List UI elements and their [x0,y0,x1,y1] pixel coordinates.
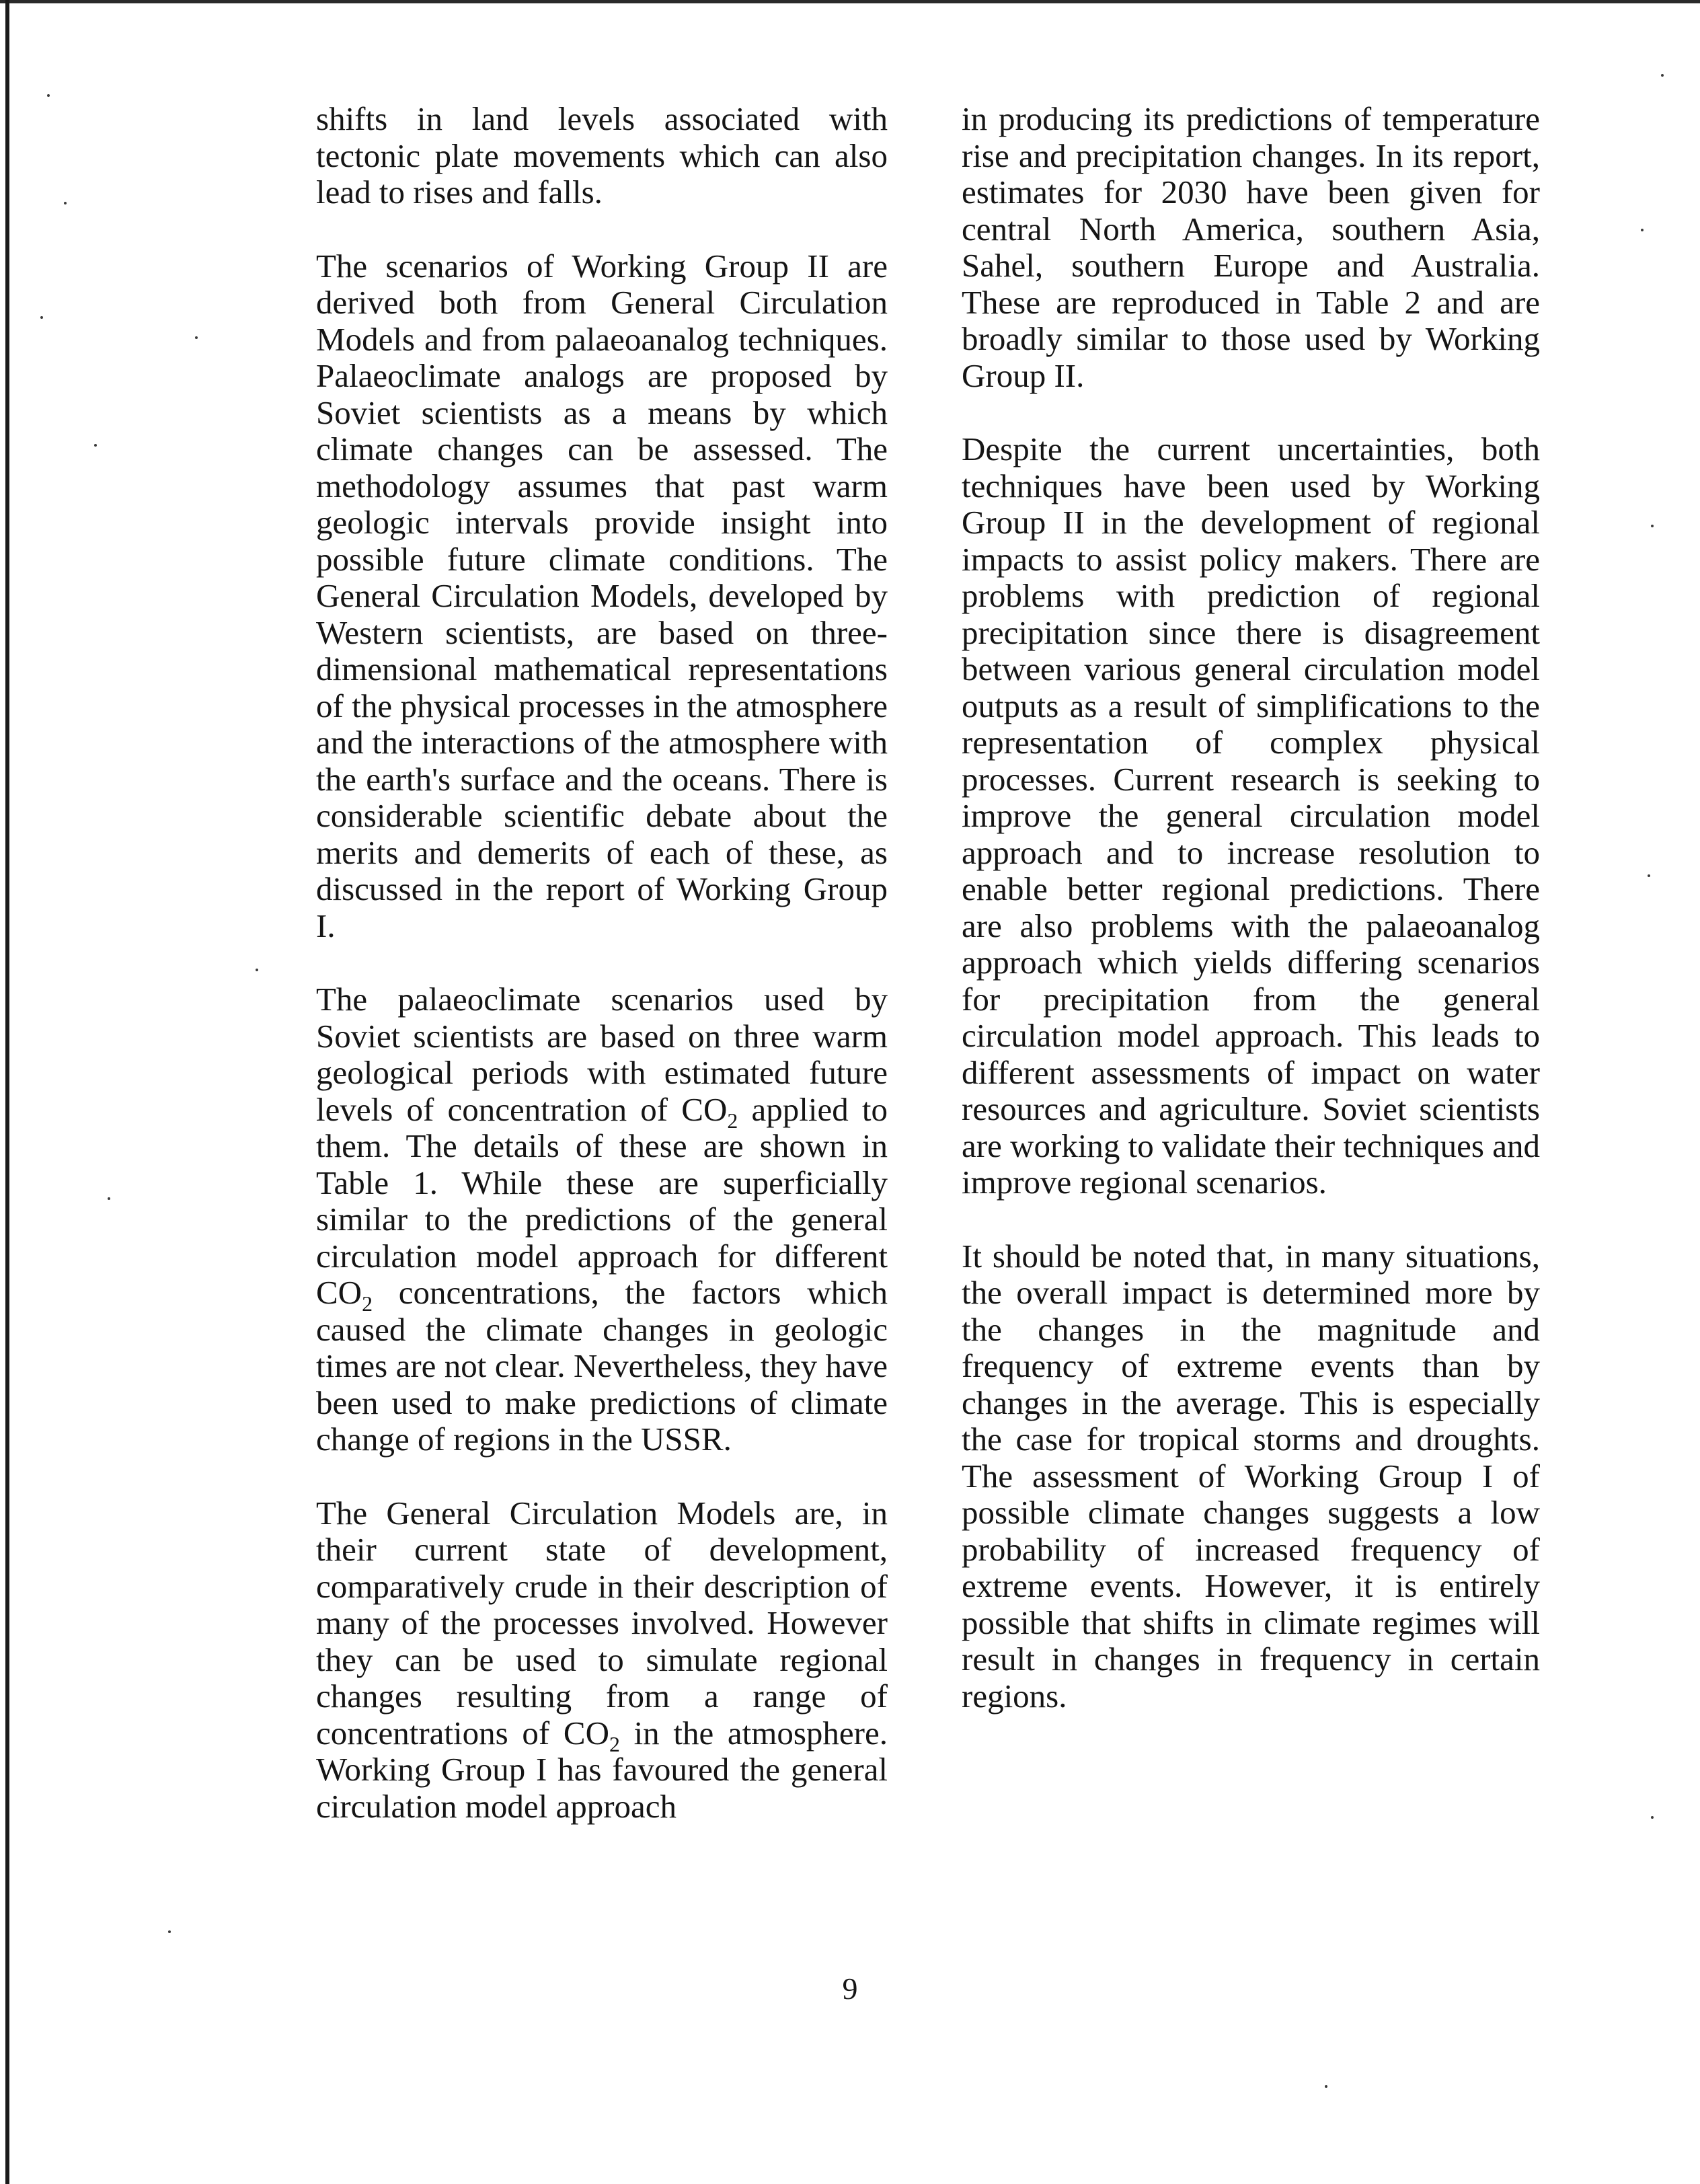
left-column [316,101,888,1862]
scan-speck [256,969,258,971]
right-paragraph-3: It should be noted that, in many situations, the overall impact is determined more by the changes in the magnitude and frequency of extreme events than by changes in the average. This is especially the case for tropical storms and droughts. The assessment of Working Group I of possible climate changes suggests a low probability of increased frequency of extreme events. However, it is entirely possible that shifts in climate regimes will result in changes in frequency in certain regions. [962,1237,1540,1715]
scan-speck [168,1930,171,1933]
scan-speck [64,202,67,204]
scan-speck [40,316,43,319]
scan-speck [1648,874,1650,877]
right-paragraph-2: Despite the current uncertainties, both techniques have been used by Working Group II in the development of regional impacts to assist policy makers. There are problems with prediction of regional precipitation since there is disagreement between various general circulation model outputs as a result of simplifications to the representation of complex physical processes. Current research is seeking to improve the general circulation model approach and to increase resolution to enable better regional predictions. There are also problems with the palaeoanalog approach which yields differing scenarios for precipitation from the general circulation model approach. This leads to different assessments of impact on water resources and agriculture. Soviet scientists are working to validate their techniques and improve regional scenarios. [962,430,1540,1201]
left-paragraph-4-part-a: The General Circulation Models are, in their current state of development, comparatively crude in their description of many of the processes involved. However they can be used to simulate regional changes resulting from a range of concentrations of CO [316,1494,888,1752]
co2-subscript: 2 [727,1108,738,1133]
scan-speck [195,336,198,339]
scan-speck [1661,74,1664,77]
left-paragraph-2: The scenarios of Working Group II are derived both from General Circulation Models and from palaeoanalog techniques. Palaeoclimate analogs are proposed by Soviet scientists as a means by which climate changes can be assessed. The methodology assumes that past warm geologic intervals provide insight into possible future climate conditions. The General Circulation Models, developed by Western scientists, are based on three-dimensional mathematical representations of the physical processes in the atmosphere and the interactions of the atmosphere with the earth's surface and the oceans. There is considerable scientific debate about the merits and demerits of each of these, as discussed in the report of Working Group I. [316,247,888,944]
left-paragraph-1: shifts in land levels associated with tectonic plate movements which can also lead to rises and falls. [316,100,888,211]
scan-speck [1325,2085,1327,2088]
left-paragraph-3-part-c: concentrations, the factors which caused the climate changes in geologic times are not clear. Nevertheless, they have been used to make predictions of climate change of regions in the USSR. [316,1274,888,1458]
left-paragraph-4 [316,1495,888,1825]
co2-subscript: 2 [362,1291,373,1316]
right-column [962,101,1540,1752]
scan-speck [108,1197,110,1200]
left-paragraph-3 [316,981,888,1458]
scan-speck [47,94,50,97]
right-paragraph-1: in producing its predictions of temperature rise and precipitation changes. In its report, estimates for 2030 have been given for central North America, southern Asia, Sahel, southern Europe and Australia. These are reproduced in Table 2 and are broadly similar to those used by Working Group II. [962,100,1540,394]
scan-speck [1651,525,1654,527]
scan-left-edge [5,0,9,2184]
left-paragraph-3-part-a: The palaeoclimate scenarios used by Soviet scientists are based on three warm geological periods with estimated future levels of concentration of CO [316,981,888,1128]
left-paragraph-3-part-b: applied to them. The details of these are shown in Table 1. While these are superficially similar to the predictions of the general circulation model approach for different CO [316,1090,888,1311]
co2-subscript: 2 [609,1732,620,1756]
scan-top-edge [0,0,1700,3]
scan-speck [1641,229,1644,231]
page-number: 9 [842,1971,858,2006]
left-paragraph-4-part-b: in the atmosphere. Working Group I has favoured the general circulation model approach [316,1714,888,1825]
scan-speck [94,444,97,447]
scan-speck [1651,1816,1654,1819]
